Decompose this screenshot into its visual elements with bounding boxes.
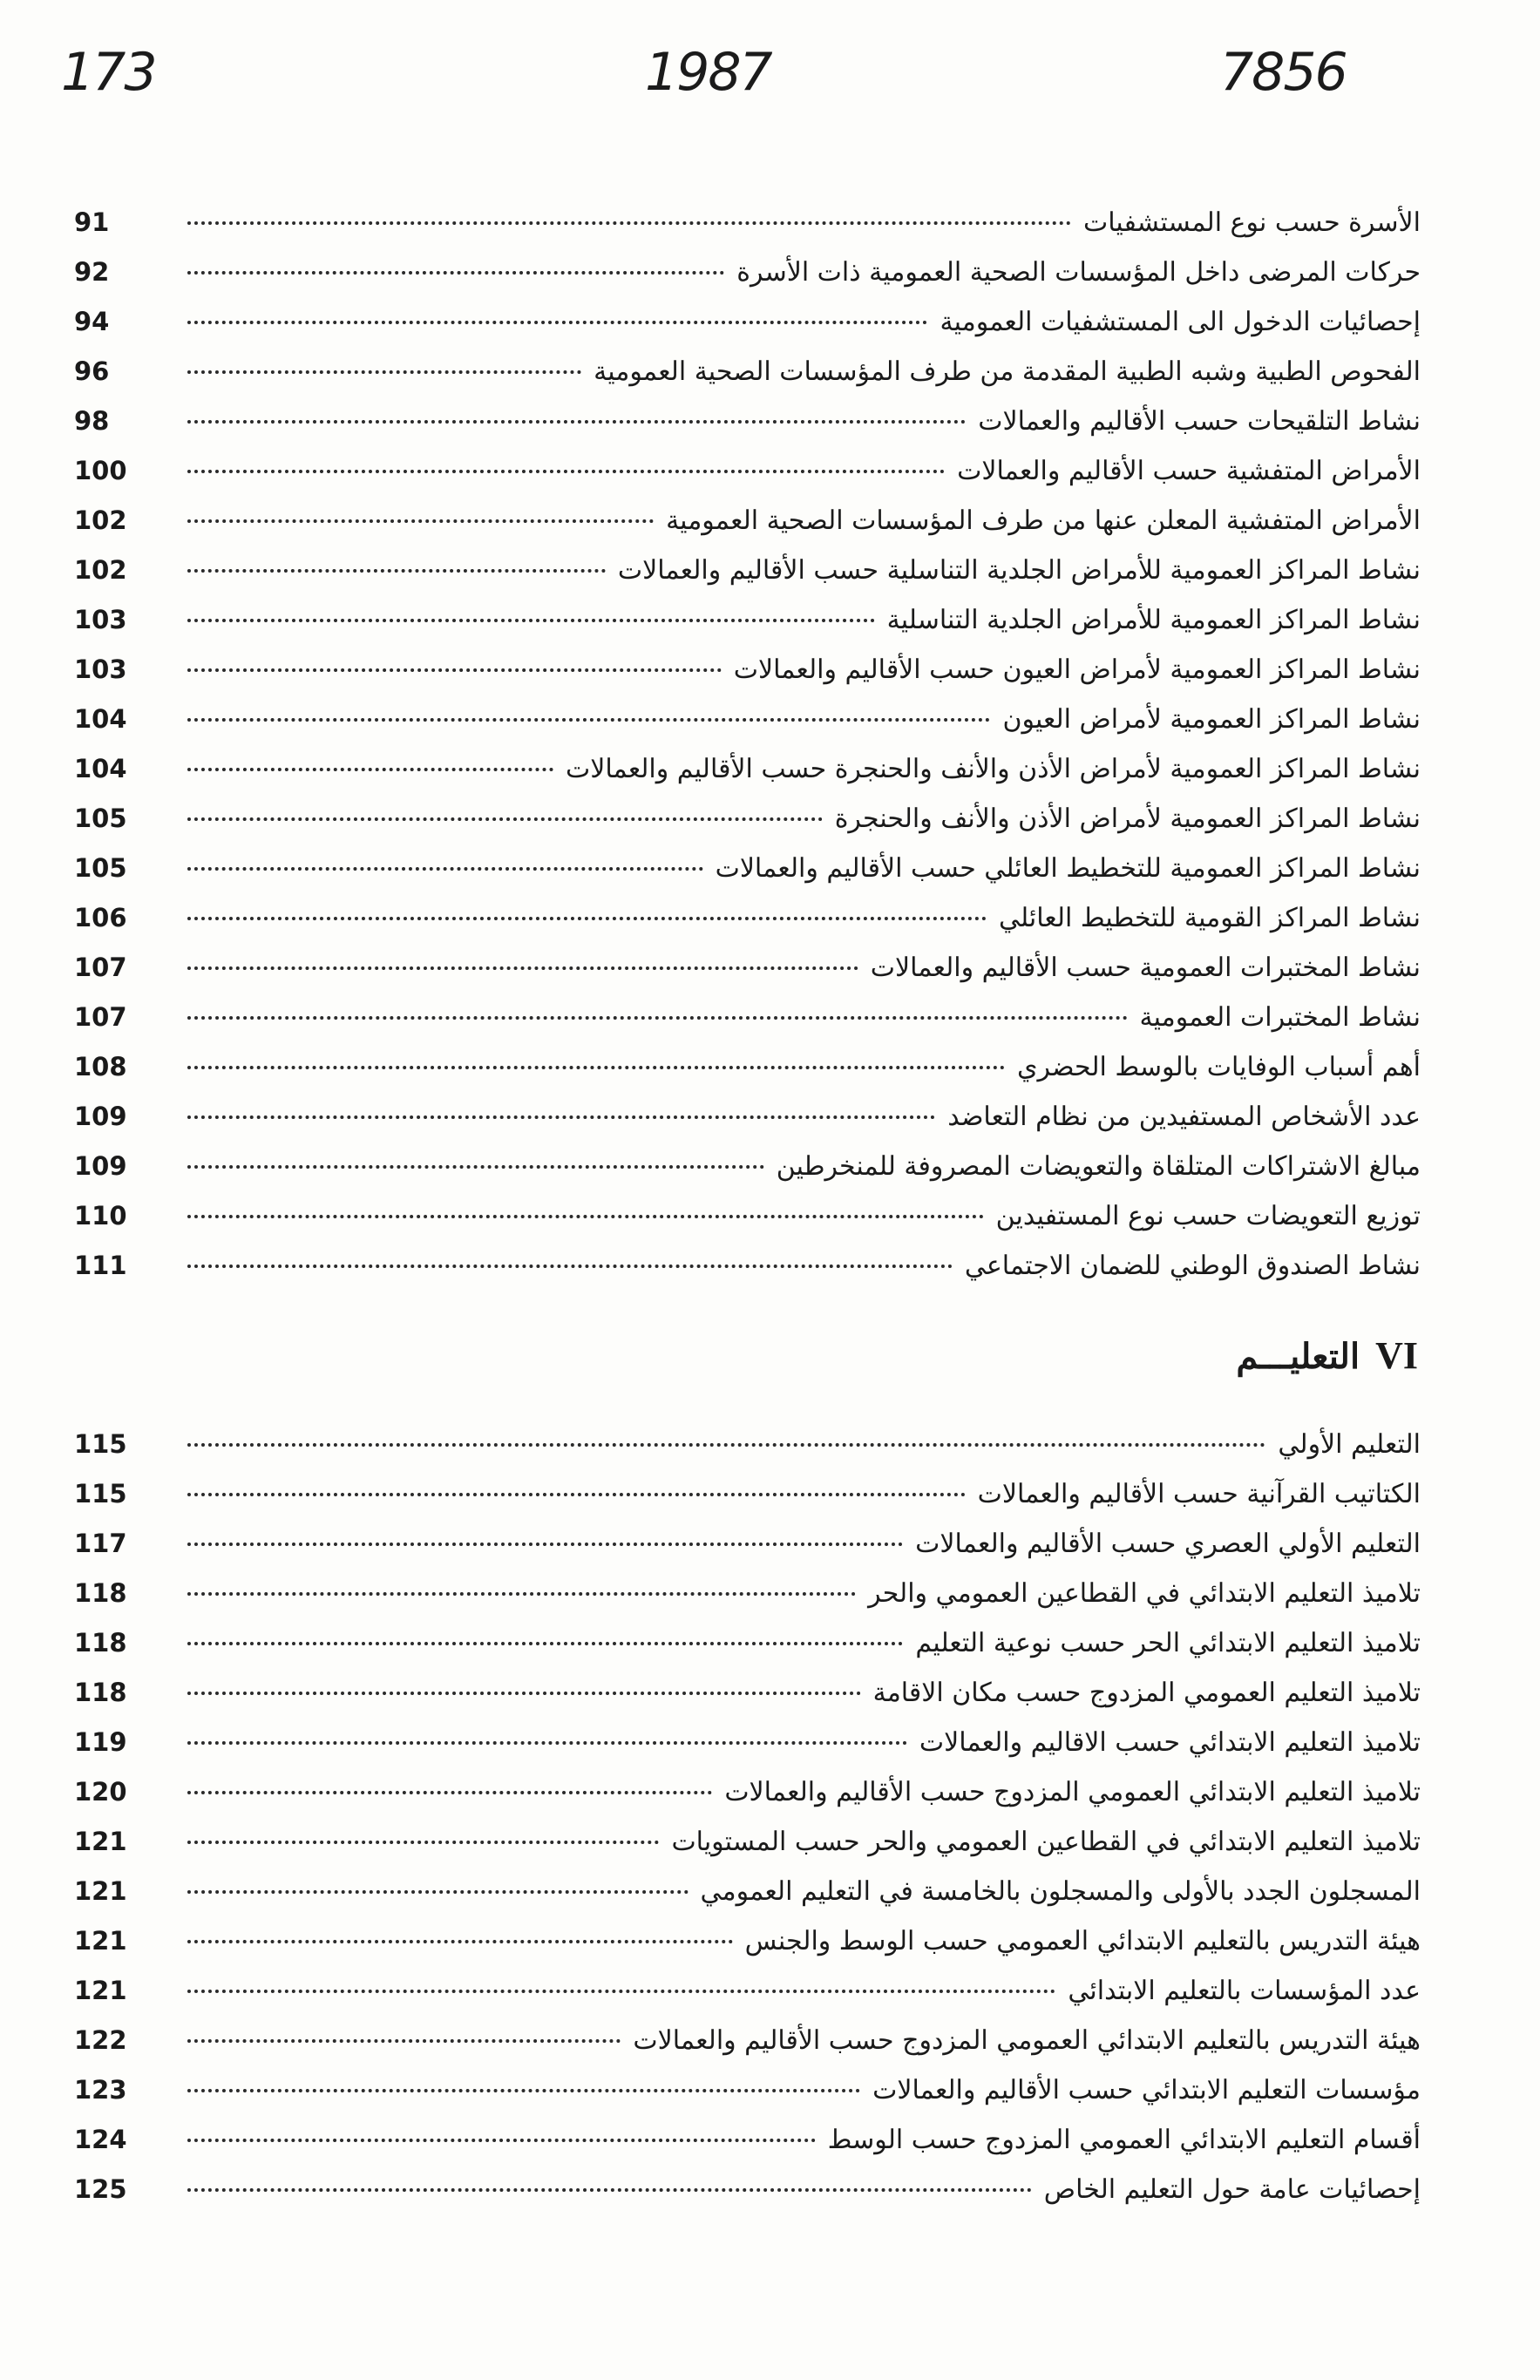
toc-entry-title: نشاط المختبرات العمومية: [1139, 1002, 1421, 1033]
toc-entry: [74, 1479, 1421, 1529]
toc-leader-dots: [187, 867, 703, 871]
toc-entry-page: 111: [74, 1251, 127, 1280]
toc-entry-page: 123: [74, 2075, 127, 2105]
toc-entry: [74, 1727, 1421, 1777]
toc-entry-page: 94: [74, 307, 110, 336]
handwritten-page-number: 173: [61, 42, 156, 103]
toc-leader-dots: [187, 2188, 1032, 2192]
toc-entry: [74, 1578, 1421, 1628]
toc-entry-title: إحصائيات عامة حول التعليم الخاص: [1043, 2174, 1421, 2205]
toc-entry-title: تلاميذ التعليم الابتدائي في القطاعين العمومي والحر: [868, 1578, 1421, 1609]
toc-entry: [74, 605, 1421, 654]
toc-entry-title: نشاط المراكز القومية للتخطيط العائلي: [998, 903, 1421, 933]
toc-entry: [74, 1628, 1421, 1678]
toc-leader-dots: [187, 768, 553, 771]
toc-entry-page: 105: [74, 853, 127, 883]
toc-entry-title: أقسام التعليم الابتدائي العمومي المزدوج حسب الوسط: [827, 2125, 1421, 2155]
toc-entry-title: نشاط الصندوق الوطني للضمان الاجتماعي: [964, 1251, 1421, 1281]
toc-entry: [74, 1102, 1421, 1151]
toc-leader-dots: [187, 1016, 1128, 1020]
toc-entry: [74, 1151, 1421, 1201]
toc-entry-title: نشاط المختبرات العمومية حسب الأقاليم والعمالات: [870, 953, 1421, 983]
toc-entry-title: الكتاتيب القرآنية حسب الأقاليم والعمالات: [977, 1479, 1421, 1509]
toc-entry-page: 118: [74, 1628, 127, 1658]
toc-entry: [74, 257, 1421, 307]
toc-entry-page: 110: [74, 1201, 127, 1231]
toc-entry-page: 91: [74, 207, 110, 237]
toc-entry-title: إحصائيات الدخول الى المستشفيات العمومية: [940, 307, 1421, 337]
toc-entry: [74, 754, 1421, 804]
toc-entry-page: 100: [74, 456, 127, 485]
toc-entry-title: تلاميذ التعليم الابتدائي حسب الاقاليم والعمالات: [919, 1727, 1421, 1758]
toc-entry-title: هيئة التدريس بالتعليم الابتدائي العمومي حسب الوسط والجنس: [744, 1926, 1421, 1956]
toc-entry-page: 121: [74, 1976, 127, 2005]
toc-entry: [74, 1529, 1421, 1578]
toc-entry: [74, 2025, 1421, 2075]
toc-entry-title: نشاط المراكز العمومية للأمراض الجلدية التناسلية: [886, 605, 1421, 635]
toc-leader-dots: [187, 966, 858, 970]
toc-entry: [74, 1052, 1421, 1102]
toc-entry-title: عدد الأشخاص المستفيدين من نظام التعاضد: [947, 1102, 1421, 1132]
section-title: التعليـــم: [1236, 1336, 1360, 1377]
toc-entry-title: نشاط المراكز العمومية للأمراض الجلدية التناسلية حسب الأقاليم والعمالات: [617, 555, 1421, 586]
toc-entry-title: التعليم الأولي: [1278, 1429, 1421, 1460]
toc-entry-page: 102: [74, 505, 127, 535]
section-number: VI: [1375, 1334, 1418, 1377]
toc-leader-dots: [187, 1990, 1055, 1993]
toc-leader-dots: [187, 221, 1071, 225]
education-toc-list: [74, 1429, 1421, 2224]
toc-entry: [74, 654, 1421, 704]
toc-entry: [74, 1926, 1421, 1976]
toc-leader-dots: [187, 1692, 861, 1695]
toc-entry: [74, 903, 1421, 953]
toc-entry-title: أهم أسباب الوفايات بالوسط الحضري: [1017, 1052, 1421, 1082]
toc-leader-dots: [187, 1791, 712, 1794]
toc-entry-page: 120: [74, 1777, 127, 1807]
toc-entry: [74, 804, 1421, 853]
toc-entry: [74, 555, 1421, 605]
toc-entry-page: 98: [74, 406, 110, 436]
toc-entry-title: الفحوص الطبية وشبه الطبية المقدمة من طرف المؤسسات الصحية العمومية: [594, 356, 1421, 387]
toc-entry: [74, 1201, 1421, 1251]
toc-leader-dots: [187, 370, 581, 374]
toc-leader-dots: [187, 2089, 860, 2092]
toc-entry: [74, 953, 1421, 1002]
toc-leader-dots: [187, 1543, 903, 1546]
toc-leader-dots: [187, 1443, 1265, 1447]
toc-entry-title: نشاط المراكز العمومية لأمراض الأذن والأنف والحنجرة حسب الأقاليم والعمالات: [565, 754, 1421, 784]
toc-leader-dots: [187, 2039, 621, 2043]
toc-entry-page: 121: [74, 1827, 127, 1856]
toc-entry: [74, 1876, 1421, 1926]
toc-entry-page: 115: [74, 1479, 127, 1509]
toc-entry-title: نشاط المراكز العمومية لأمراض العيون: [1002, 704, 1421, 735]
toc-entry-title: نشاط التلقيحات حسب الأقاليم والعمالات: [978, 406, 1421, 437]
toc-leader-dots: [187, 1741, 907, 1745]
toc-entry-title: حركات المرضى داخل المؤسسات الصحية العمومية ذات الأسرة: [736, 257, 1421, 288]
toc-entry-page: 118: [74, 1678, 127, 1707]
toc-entry-title: تلاميذ التعليم العمومي المزدوج حسب مكان الاقامة: [872, 1678, 1421, 1708]
toc-entry-page: 107: [74, 1002, 127, 1032]
toc-entry-title: عدد المؤسسات بالتعليم الابتدائي: [1068, 1976, 1421, 2006]
toc-entry: [74, 356, 1421, 406]
toc-leader-dots: [187, 1493, 966, 1496]
toc-entry: [74, 456, 1421, 505]
toc-entry-page: 109: [74, 1102, 127, 1131]
toc-entry-page: 115: [74, 1429, 127, 1459]
toc-leader-dots: [187, 1642, 903, 1645]
toc-entry: [74, 1827, 1421, 1876]
toc-entry-page: 122: [74, 2025, 127, 2055]
toc-leader-dots: [187, 420, 966, 424]
toc-entry-page: 104: [74, 704, 127, 734]
toc-leader-dots: [187, 917, 987, 920]
toc-entry: [74, 2174, 1421, 2224]
toc-entry-title: الأمراض المتفشية المعلن عنها من طرف المؤسسات الصحية العمومية: [666, 505, 1421, 536]
toc-leader-dots: [187, 817, 823, 821]
toc-leader-dots: [187, 2139, 816, 2142]
toc-entry-title: تلاميذ التعليم الابتدائي في القطاعين العمومي والحر حسب المستويات: [671, 1827, 1421, 1857]
toc-entry: [74, 1777, 1421, 1827]
toc-leader-dots: [187, 519, 654, 523]
toc-entry: [74, 704, 1421, 754]
toc-entry: [74, 2075, 1421, 2125]
section-heading: [1236, 1333, 1418, 1378]
toc-entry-page: 104: [74, 754, 127, 783]
toc-entry: [74, 1251, 1421, 1300]
toc-entry-page: 105: [74, 804, 127, 833]
toc-entry: [74, 1678, 1421, 1727]
toc-leader-dots: [187, 470, 945, 473]
toc-entry-title: نشاط المراكز العمومية لأمراض الأذن والأنف والحنجرة: [834, 804, 1421, 834]
toc-entry: [74, 406, 1421, 456]
toc-leader-dots: [187, 1115, 935, 1119]
toc-entry: [74, 2125, 1421, 2174]
toc-entry: [74, 307, 1421, 356]
toc-entry-title: نشاط المراكز العمومية لأمراض العيون حسب الأقاليم والعمالات: [733, 654, 1421, 685]
toc-leader-dots: [187, 619, 875, 622]
toc-entry-title: مبالغ الاشتراكات المتلقاة والتعويضات المصروفة للمنخرطين: [776, 1151, 1421, 1182]
toc-entry-page: 92: [74, 257, 110, 287]
toc-entry-page: 103: [74, 654, 127, 684]
handwritten-year: 1987: [645, 42, 771, 103]
toc-entry-title: التعليم الأولي العصري حسب الأقاليم والعمالات: [915, 1529, 1421, 1559]
toc-entry-title: المسجلون الجدد بالأولى والمسجلون بالخامسة في التعليم العمومي: [700, 1876, 1421, 1907]
toc-leader-dots: [187, 1890, 689, 1894]
toc-entry-page: 96: [74, 356, 110, 386]
toc-leader-dots: [187, 321, 927, 324]
toc-entry: [74, 1002, 1421, 1052]
health-toc-list: [74, 207, 1421, 1300]
toc-entry-title: مؤسسات التعليم الابتدائي حسب الأقاليم والعمالات: [872, 2075, 1421, 2105]
toc-leader-dots: [187, 1841, 659, 1844]
toc-leader-dots: [187, 1165, 764, 1169]
toc-leader-dots: [187, 1592, 856, 1596]
handwritten-reference: 7856: [1220, 42, 1347, 103]
toc-entry-page: 102: [74, 555, 127, 585]
toc-entry-page: 108: [74, 1052, 127, 1082]
toc-leader-dots: [187, 1066, 1005, 1069]
toc-entry-title: توزيع التعويضات حسب نوع المستفيدين: [995, 1201, 1421, 1231]
toc-entry-page: 117: [74, 1529, 127, 1558]
toc-entry-page: 107: [74, 953, 127, 982]
toc-leader-dots: [187, 1940, 733, 1943]
toc-entry-title: نشاط المراكز العمومية للتخطيط العائلي حسب الأقاليم والعمالات: [715, 853, 1421, 884]
toc-entry-title: هيئة التدريس بالتعليم الابتدائي العمومي المزدوج حسب الأقاليم والعمالات: [633, 2025, 1421, 2056]
toc-entry-title: تلاميذ التعليم الابتدائي الحر حسب نوعية التعليم: [915, 1628, 1421, 1658]
toc-entry: [74, 207, 1421, 257]
toc-entry: [74, 1429, 1421, 1479]
toc-entry-title: الأسرة حسب نوع المستشفيات: [1083, 207, 1421, 238]
toc-entry-title: الأمراض المتفشية حسب الأقاليم والعمالات: [957, 456, 1421, 486]
toc-entry-page: 125: [74, 2174, 127, 2204]
toc-entry: [74, 1976, 1421, 2025]
toc-leader-dots: [187, 1265, 953, 1268]
toc-entry-page: 106: [74, 903, 127, 932]
toc-entry-page: 109: [74, 1151, 127, 1181]
toc-entry: [74, 505, 1421, 555]
toc-entry-page: 103: [74, 605, 127, 634]
toc-leader-dots: [187, 271, 724, 275]
toc-leader-dots: [187, 668, 722, 672]
toc-entry-page: 118: [74, 1578, 127, 1608]
toc-entry-page: 121: [74, 1876, 127, 1906]
toc-entry-page: 119: [74, 1727, 127, 1757]
toc-leader-dots: [187, 718, 990, 722]
toc-entry-page: 124: [74, 2125, 127, 2154]
toc-entry-page: 121: [74, 1926, 127, 1956]
toc-leader-dots: [187, 1215, 984, 1218]
toc-entry-title: تلاميذ التعليم الابتدائي العمومي المزدوج حسب الأقاليم والعمالات: [724, 1777, 1421, 1807]
toc-entry: [74, 853, 1421, 903]
toc-leader-dots: [187, 569, 606, 573]
